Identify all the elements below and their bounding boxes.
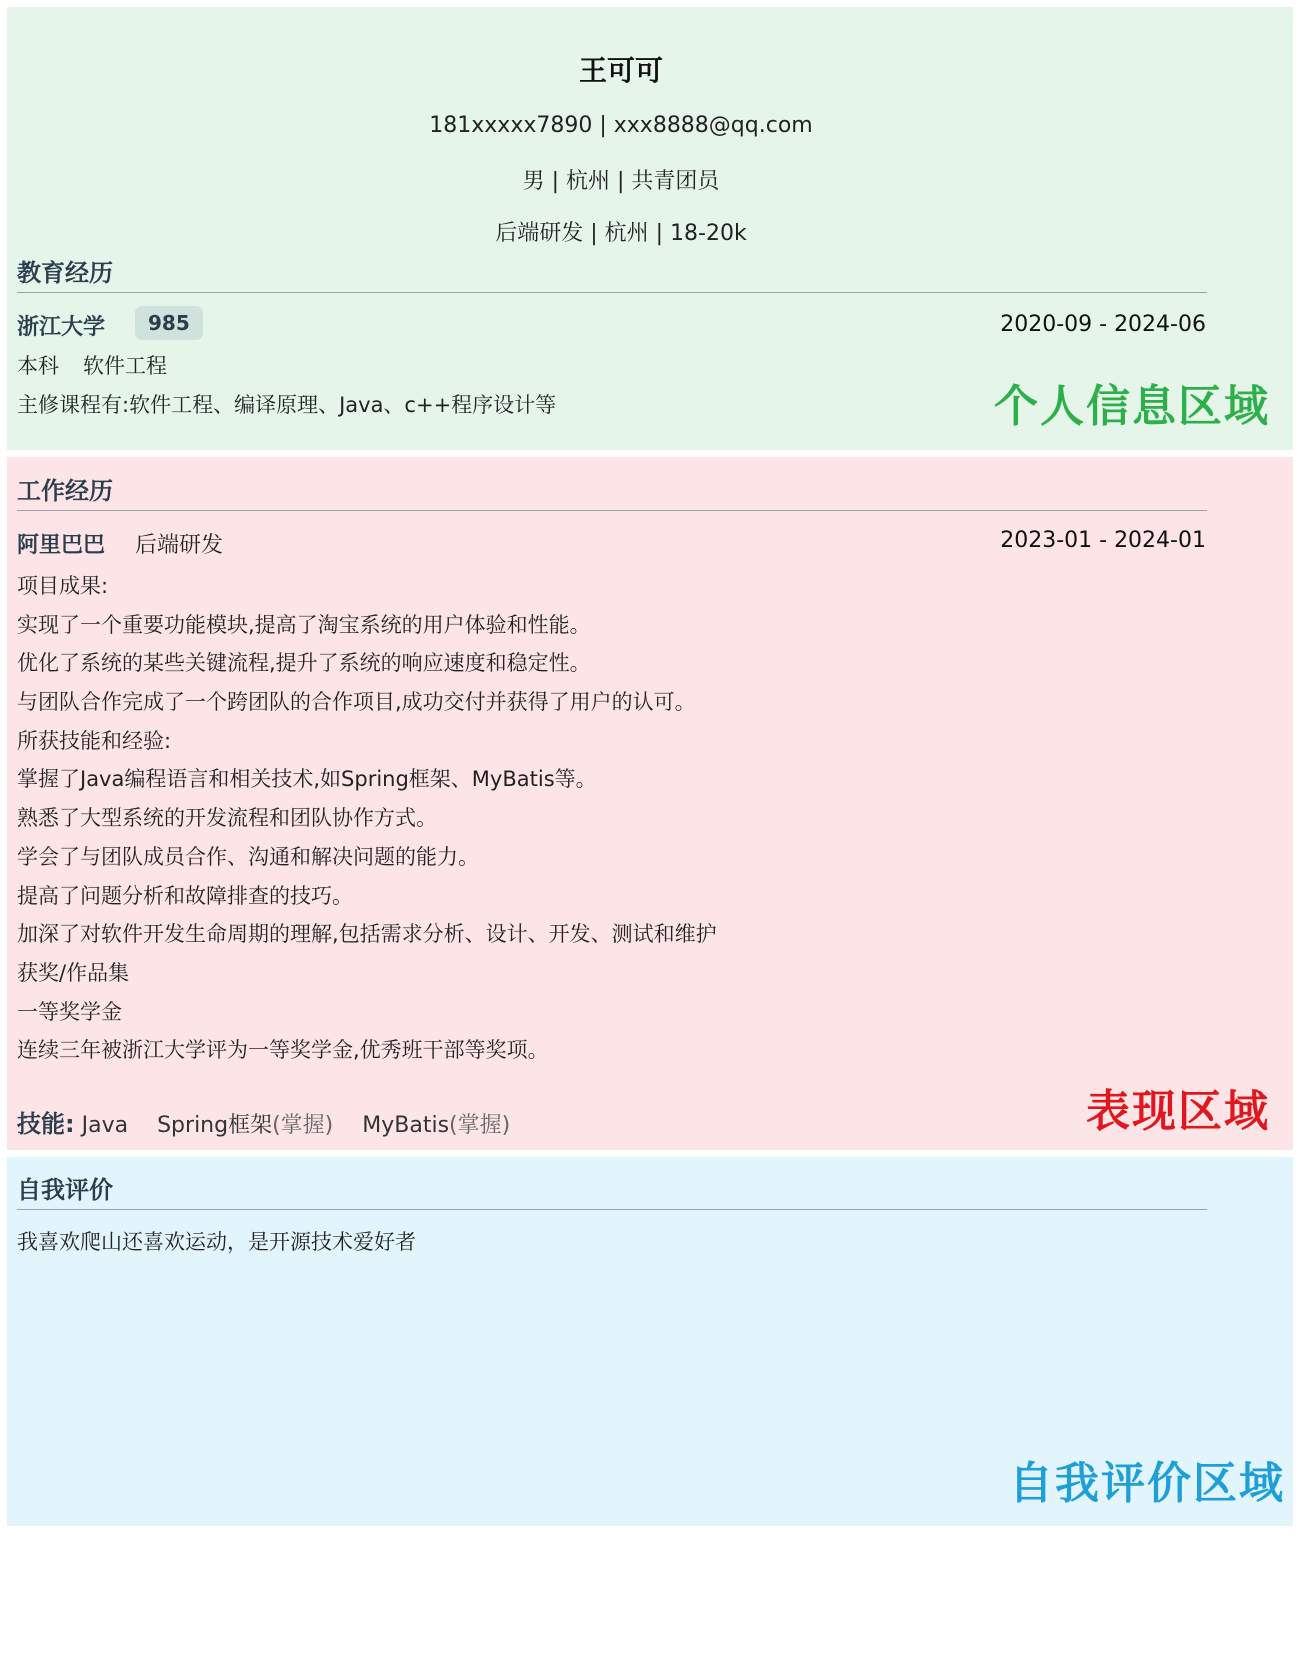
list-item: 项目成果: [17, 574, 109, 598]
skills-title: 技能: [17, 1110, 75, 1138]
candidate-name: 王可可 [578, 54, 663, 87]
list-item: 获奖/作品集 [17, 960, 130, 985]
self-evaluation-zone-label: 自我评价区域 [1009, 1458, 1285, 1509]
basic-info-line: 男 | 杭州 | 共青团员 [522, 169, 720, 194]
education-divider [17, 292, 1207, 293]
job-position: 后端研发 [135, 533, 224, 558]
major: 软件工程 [83, 354, 167, 378]
list-item: 一等奖学金 [17, 999, 122, 1024]
company-name: 阿里巴巴 [17, 533, 106, 558]
degree: 本科 [17, 354, 59, 378]
personal-info-zone-label: 个人信息区域 [994, 381, 1270, 432]
performance-zone-label: 表现区域 [1086, 1086, 1270, 1137]
skill-name: MyBatis [362, 1113, 450, 1138]
education-date: 2020-09 - 2024-06 [1000, 312, 1206, 337]
skills-line [17, 1104, 532, 1139]
work-section-title: 工作经历 [17, 477, 113, 505]
school-tag-badge: 985 [135, 306, 203, 340]
self-eval-section-title: 自我评价 [17, 1176, 113, 1204]
courses-line: 主修课程有:软件工程、编译原理、Java、c++程序设计等 [17, 393, 557, 417]
list-item: 提高了问题分析和故障排查的技巧。 [17, 883, 353, 908]
work-divider [17, 510, 1207, 511]
list-item: 掌握了Java编程语言和相关技术,如Spring框架、MyBatis等。 [17, 767, 597, 792]
degree-major-line [17, 350, 167, 380]
skill-item [157, 1113, 333, 1138]
list-item: 与团队合作完成了一个跨团队的合作项目,成功交付并获得了用户的认可。 [17, 690, 696, 715]
self-eval-divider [17, 1209, 1207, 1210]
work-description-list [17, 567, 717, 1070]
job-intent-line: 后端研发 | 杭州 | 18-20k [495, 221, 747, 246]
skill-item [82, 1113, 128, 1138]
skill-level: (掌握) [449, 1113, 511, 1138]
skill-name: Java [81, 1113, 129, 1138]
list-item: 熟悉了大型系统的开发流程和团队协作方式。 [17, 806, 437, 831]
contact-line: 181xxxxx7890 | xxx8888@qq.com [429, 113, 813, 138]
list-item: 所获技能和经验: [17, 728, 172, 753]
self-eval-text: 我喜欢爬山还喜欢运动，是开源技术爱好者 [17, 1230, 416, 1254]
list-item: 实现了一个重要功能模块,提高了淘宝系统的用户体验和性能。 [17, 612, 591, 637]
list-item: 连续三年被浙江大学评为一等奖学金,优秀班干部等奖项。 [17, 1038, 549, 1063]
skill-level: (掌握) [272, 1113, 334, 1138]
skill-item [362, 1113, 510, 1138]
list-item: 学会了与团队成员合作、沟通和解决问题的能力。 [17, 844, 479, 869]
work-date: 2023-01 - 2024-01 [1000, 528, 1206, 553]
skill-name: Spring框架 [157, 1113, 273, 1138]
education-section-title: 教育经历 [17, 259, 113, 287]
list-item: 加深了对软件开发生命周期的理解,包括需求分析、设计、开发、测试和维护 [17, 922, 717, 947]
school-name: 浙江大学 [17, 315, 106, 340]
list-item: 优化了系统的某些关键流程,提升了系统的响应速度和稳定性。 [17, 651, 591, 676]
